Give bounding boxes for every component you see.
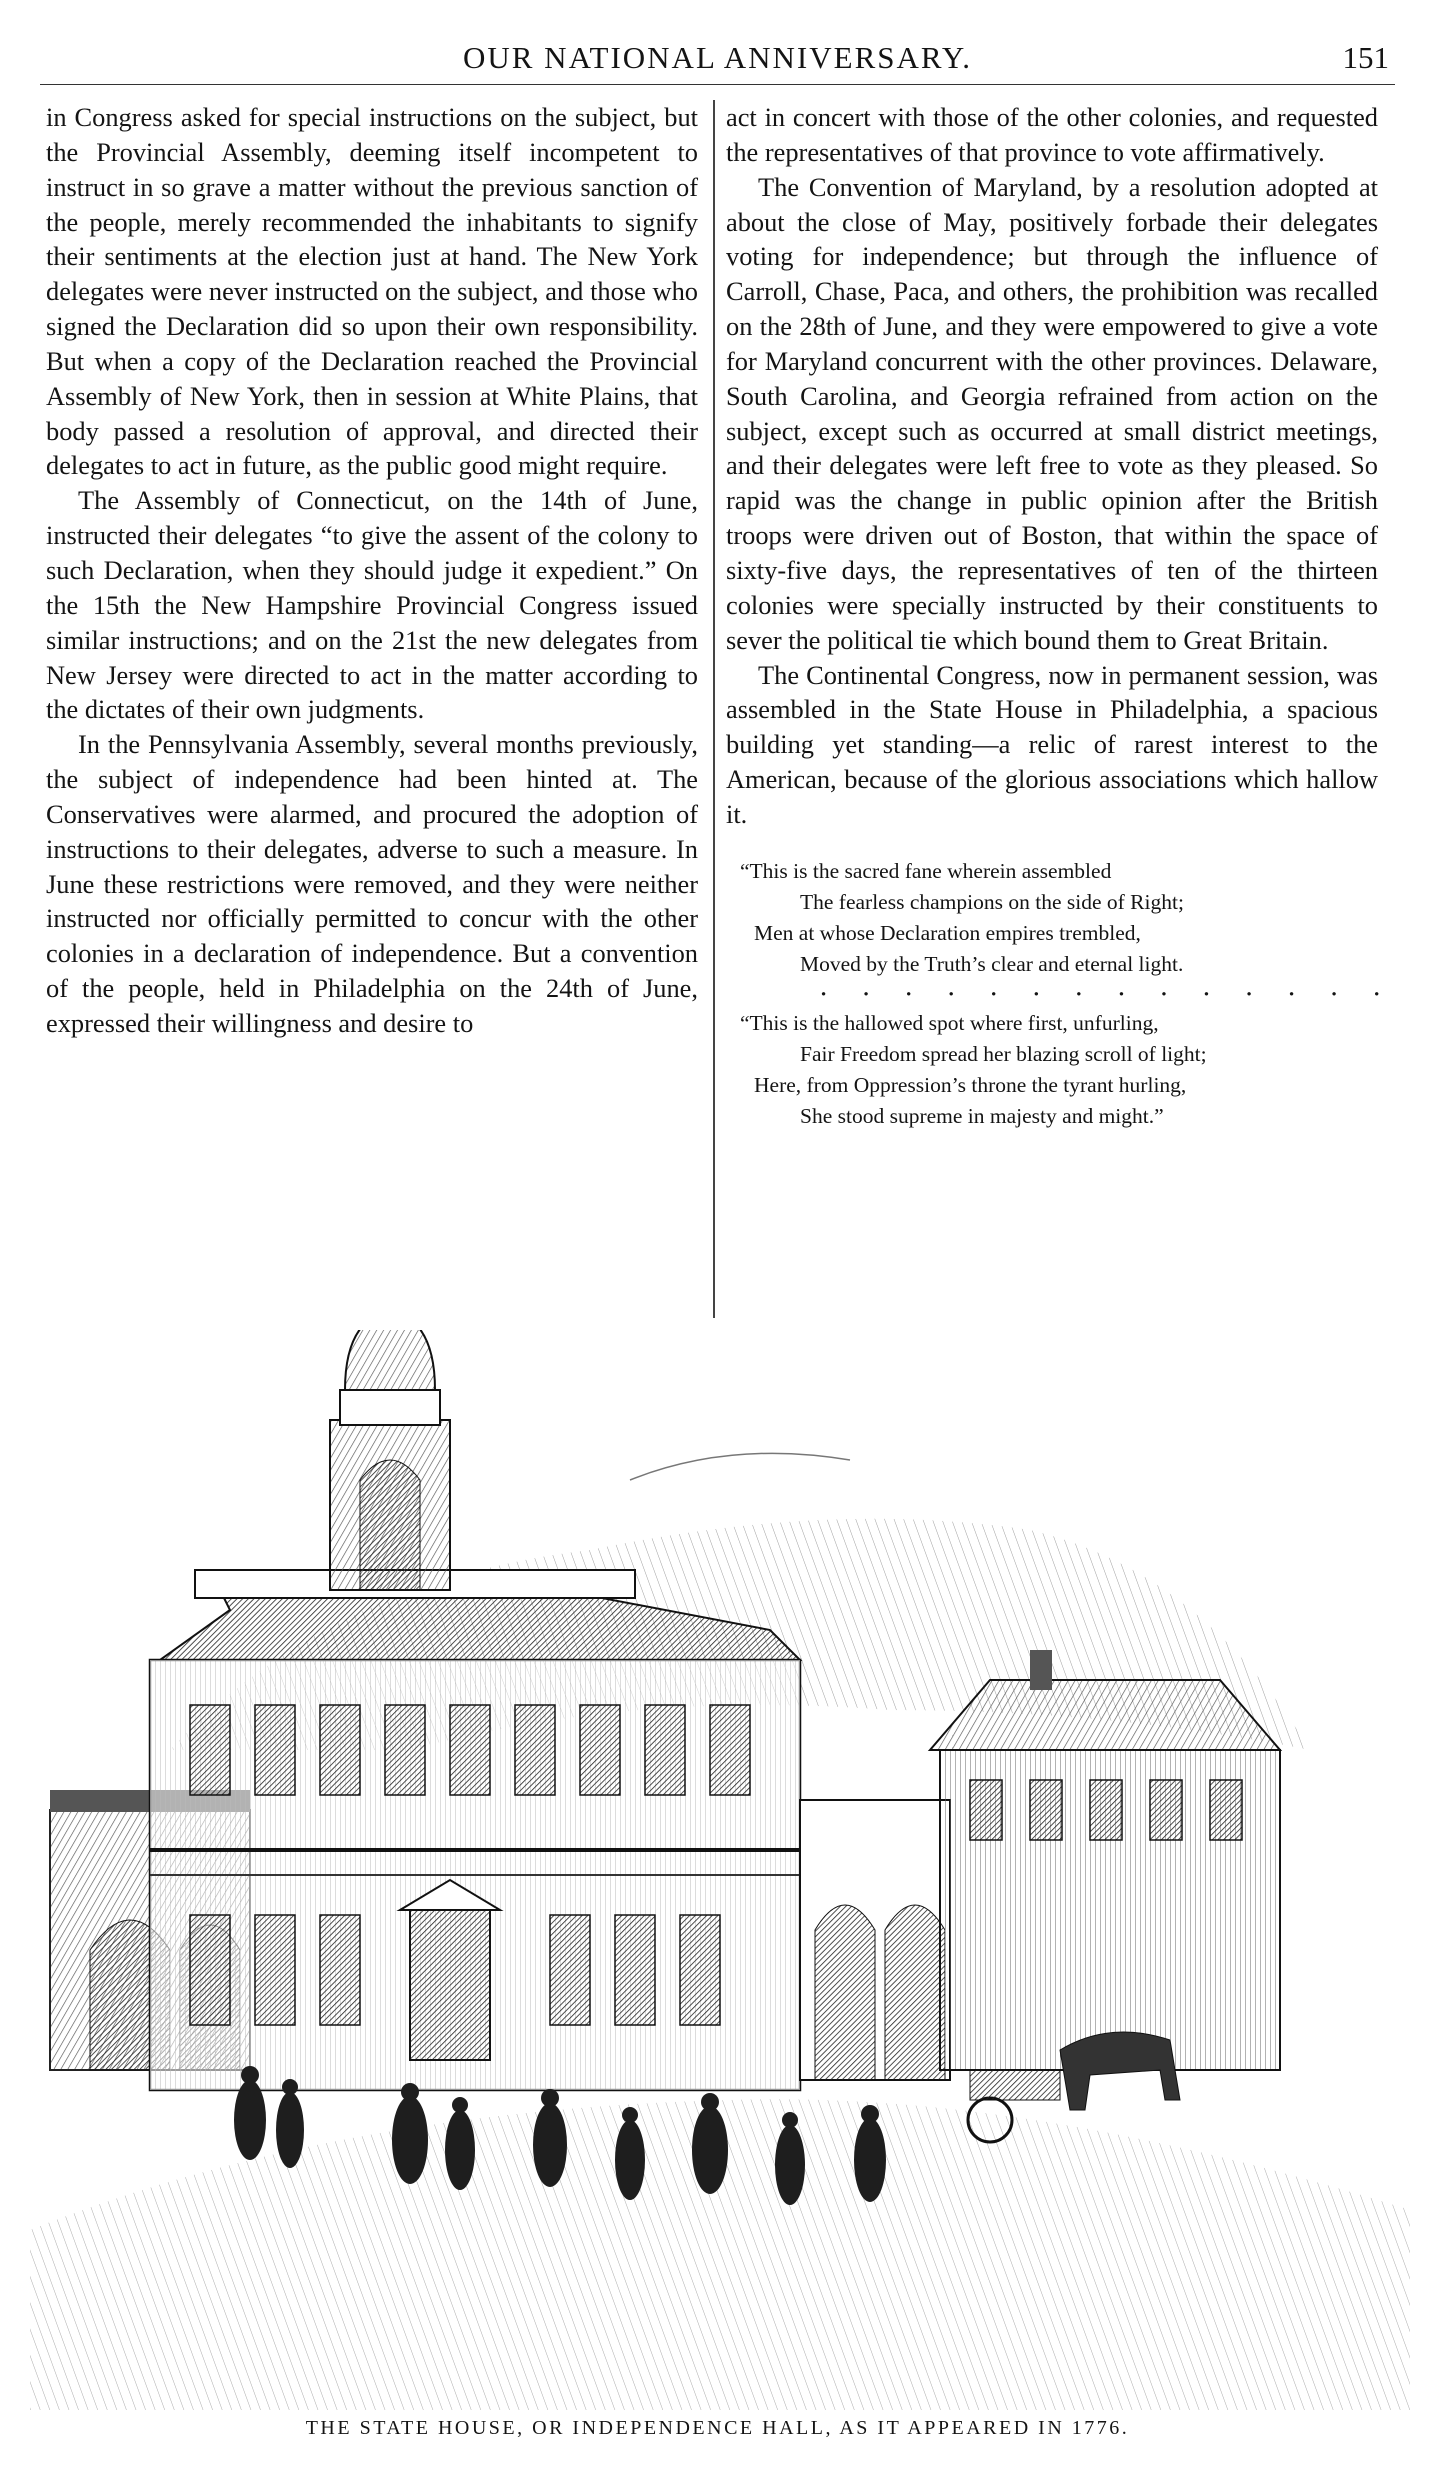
poem-stanza [726,1008,1378,1132]
poem-line: Moved by the Truth’s clear and eternal light. [800,951,1184,976]
poem-line: “This is the sacred fane wherein assembled [740,858,1112,883]
poem-quotation [726,856,1396,1132]
illustration-caption: THE STATE HOUSE, OR INDEPENDENCE HALL, AS IT APPEARED IN 1776. [305,2417,1130,2439]
left-column [46,100,698,1041]
right-column [726,100,1396,1132]
stanza-separator: · · · · · · · · · · · · · · [820,981,1396,1006]
page-number: 151 [1342,40,1389,75]
poem-line: She stood supreme in majesty and might.” [800,1103,1164,1128]
poem-line: The fearless champions on the side of Right; [800,889,1184,914]
paragraph: in Congress asked for special instructions on the subject, but the Provincial Assembly, deeming itself incompetent to instruct in so grave a matter without the previous sanction of the people, merely recommended the inhabitants to signify their sentiments at the election just at hand. The New York delegates were never instructed on the subject, and those who signed the Declaration did so upon their own responsibility. But when a copy of the Declaration reached the Provincial Assembly of New York, then in session at White Plains, that body passed a resolution of approval, and directed their delegates to act in future, as the public good might require. [46,102,698,481]
state-house-engraving [30,1330,1410,2410]
paragraph: The Continental Congress, now in permanent session, was assembled in the State House in Philadelphia, a spacious building yet standing—a relic of rarest interest to the American, because of the glorious associations which hallow it. [726,659,1378,829]
paragraph: In the Pennsylvania Assembly, several months previously, the subject of independence had been hinted at. The Conservatives were alarmed, and procured the adoption of instructions to their delegates, adverse to such a measure. In June these restrictions were removed, and they were neither instructed nor officially permitted to concur with the other colonies in a declaration of independence. But a convention of the people, held in Philadelphia on the 24th of June, expressed their willingness and desire to [46,729,698,1038]
paragraph: act in concert with those of the other colonies, and requested the representatives of that province to vote affirmatively. [726,102,1378,167]
right-wing [800,1650,1280,2080]
poem-line: Men at whose Declaration empires trembled, [754,920,1141,945]
paragraph: The Convention of Maryland, by a resolution adopted at about the close of May, positively forbade their delegates voting for independence; but through the influence of Carroll, Chase, Paca, and others, the prohibition was recalled on the 28th of June, and they were empowered to give a vote for Maryland concurrent with the other provinces. Delaware, South Carolina, and Georgia refrained from action on the subject, except such as occurred at small district meetings, and their delegates were left free to vote as they pleased. So rapid was the change in public opinion after the British troops were driven out of Boston, that within the space of sixty-five days, the representatives of ten of the thirteen colonies were specially instructed by their constituents to sever the political tie which bound them to Great Britain. [726,171,1378,655]
paragraph: The Assembly of Connecticut, on the 14th of June, instructed their delegates “to give the assent of the colony to such Declaration, when they should judge it expedient.” On the 15th the New Hampshire Provincial Congress issued similar instructions; and on the 21st the new delegates from New Jersey were directed to act in the matter according to the dictates of their own judgments. [46,485,698,725]
poem-line: Here, from Oppression’s throne the tyrant hurling, [754,1072,1187,1097]
poem-line: “This is the hallowed spot where first, unfurling, [740,1010,1159,1035]
column-divider [713,100,715,1318]
main-building [150,1570,800,2090]
poem-line: Fair Freedom spread her blazing scroll of light; [800,1041,1207,1066]
poem-stanza [726,856,1378,980]
page-header [40,36,1395,85]
running-title: OUR NATIONAL ANNIVERSARY. [462,40,972,75]
bell-tower [330,1330,450,1590]
